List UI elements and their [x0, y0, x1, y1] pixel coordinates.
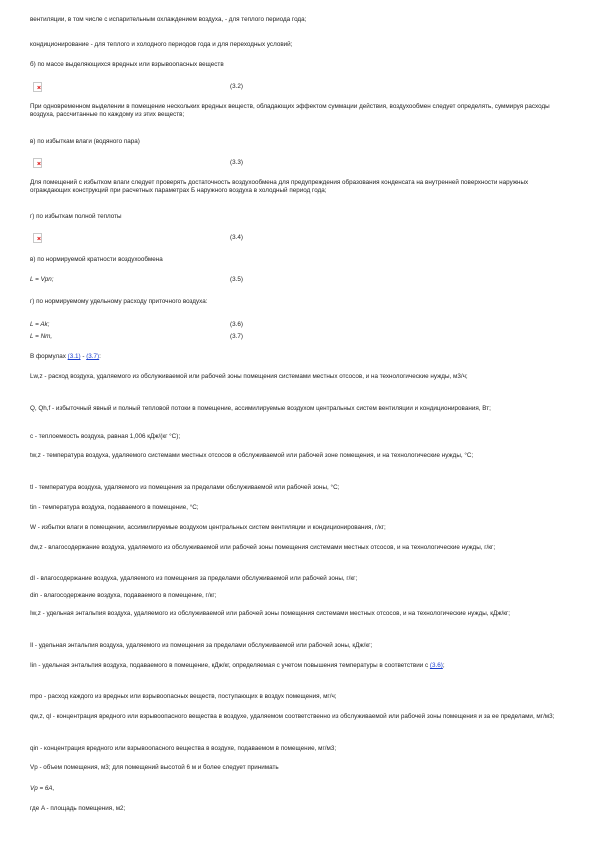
iin-definition-text: Iin - удельная энтальпия воздуха, подаваемого в помещение, кДж/кг, определяемая с учетом повышения температуры в соответствии с: [30, 662, 429, 669]
definition-item: где A - площадь помещения, м2;: [30, 805, 126, 812]
text-line: в) по нормируемой кратности воздухообмена: [30, 256, 163, 263]
formula-ref-colon: :: [99, 353, 101, 360]
formula-number: (3.6): [230, 321, 243, 328]
definition-item-iin: [30, 662, 565, 670]
formula-3-1-link[interactable]: (3.1): [67, 353, 81, 360]
formula-3-3: [30, 158, 565, 170]
formula-ref-intro: В формулах: [30, 353, 66, 360]
definition-item: tw,z - температура воздуха, удаляемого системами местных отсосов в обслуживаемой или рабочей зоне помещения, и на технологические нужды, °С;: [30, 452, 474, 459]
definition-item: Lw,z - расход воздуха, удаляемого из обслуживаемой или рабочей зоны помещения системами местных отсосов, и на технологические нужды, м3/ч;: [30, 373, 468, 380]
definition-item: Il - удельная энтальпия воздуха, удаляемого из помещения за пределами обслуживаемой или рабочей зоны, кДж/кг;: [30, 642, 373, 649]
formula-expression: L = Nm,: [30, 333, 53, 340]
text-paragraph: Для помещений с избытком влаги следует проверять достаточность воздухообмена для предупреждения образования конденсата на внутренней поверхности наружных ограждающих конструкций при расчетных параметрах Б наружного воздуха в холодный период года;: [30, 179, 529, 194]
broken-image-icon: [33, 158, 42, 168]
formula-3-5: [30, 275, 565, 287]
definition-item: Iw,z - удельная энтальпия воздуха, удаляемого из обслуживаемой или рабочей зоны помещения системами местных отсосов, и на технологические нужды, кДж/кг;: [30, 610, 511, 617]
definition-item: W - избытки влаги в помещении, ассимилируемые воздухом центральных систем вентиляции и кондиционирования, г/кг;: [30, 524, 386, 531]
text-line: г) по избыткам полной теплоты: [30, 213, 122, 220]
definition-item: din - влагосодержание воздуха, подаваемого в помещение, г/кг;: [30, 592, 217, 599]
text-line: в) по избыткам влаги (водяного пара): [30, 138, 140, 145]
definition-item: tin - температура воздуха, подаваемого в помещение, °С;: [30, 504, 199, 511]
formula-number: (3.4): [230, 234, 243, 241]
formula-expression: Vp = 6A,: [30, 785, 55, 792]
definition-item: c - теплоемкость воздуха, равная 1,006 кДж/(кг °С);: [30, 433, 181, 440]
definition-item: dw,z - влагосодержание воздуха, удаляемого из обслуживаемой или рабочей зоны помещения системами местных отсосов, и на технологические нужды, г/кг;: [30, 544, 496, 551]
definition-item: qin - концентрация вредного или взрывоопасного вещества в воздухе, подаваемом в помещение, мг/м3;: [30, 745, 337, 752]
formula-3-6: [30, 320, 565, 332]
broken-image-icon: [33, 82, 42, 92]
definition-item: Vp - объем помещения, м3; для помещений высотой 6 м и более следует принимать: [30, 764, 279, 771]
formula-number: (3.3): [230, 159, 243, 166]
text-paragraph: При одновременном выделении в помещение нескольких вредных веществ, обладающих эффектом суммации действия, воздухообмен следует определять, суммируя расходы воздуха, рассчитанные по каждому из этих веществ;: [30, 103, 550, 118]
formula-3-4: [30, 233, 565, 245]
definition-item: Q, Qh,f - избыточный явный и полный тепловой потоки в помещение, ассимилируемые воздухом центральных систем вентиляции и кондиционирования, Вт;: [30, 405, 491, 412]
definition-item: qw,z, ql - концентрация вредного или взрывоопасного вещества в воздухе, удаляемом соответственно из обслуживаемой или рабочей зоны помещения и за ее пределами, мг/м3;: [30, 713, 555, 720]
text-line: вентиляции, в том числе с испарительным охлаждением воздуха, - для теплого периода года;: [30, 16, 307, 23]
iin-definition-tail: ;: [442, 662, 445, 669]
text-line: б) по массе выделяющихся вредных или взрывоопасных веществ: [30, 61, 224, 68]
formula-number: (3.7): [230, 333, 243, 340]
formula-3-7-link[interactable]: (3.7): [86, 353, 100, 360]
formula-expression: L = Vpn;: [30, 276, 54, 283]
definition-item: dl - влагосодержание воздуха, удаляемого из помещения за пределами обслуживаемой или рабочей зоны, г/кг;: [30, 575, 358, 582]
definition-item: mpo - расход каждого из вредных или взрывоопасных веществ, поступающих в воздух помещения, мг/ч;: [30, 693, 337, 700]
broken-image-icon: [33, 233, 42, 243]
formula-3-7: [30, 332, 565, 344]
text-line: кондиционирование - для теплого и холодного периодов года и для переходных условий;: [30, 41, 293, 48]
formula-3-6-link[interactable]: (3.6): [429, 662, 443, 669]
formula-number: (3.5): [230, 276, 243, 283]
formula-ref-dash: -: [82, 353, 85, 360]
formula-3-2: [30, 82, 565, 94]
formula-expression: L = Ak;: [30, 321, 50, 328]
text-line: г) по нормируемому удельному расходу приточного воздуха:: [30, 298, 208, 305]
definition-item: tl - температура воздуха, удаляемого из помещения за пределами обслуживаемой или рабочей зоны, °С;: [30, 484, 340, 491]
formula-reference-line: [30, 353, 565, 361]
formula-number: (3.2): [230, 83, 243, 90]
